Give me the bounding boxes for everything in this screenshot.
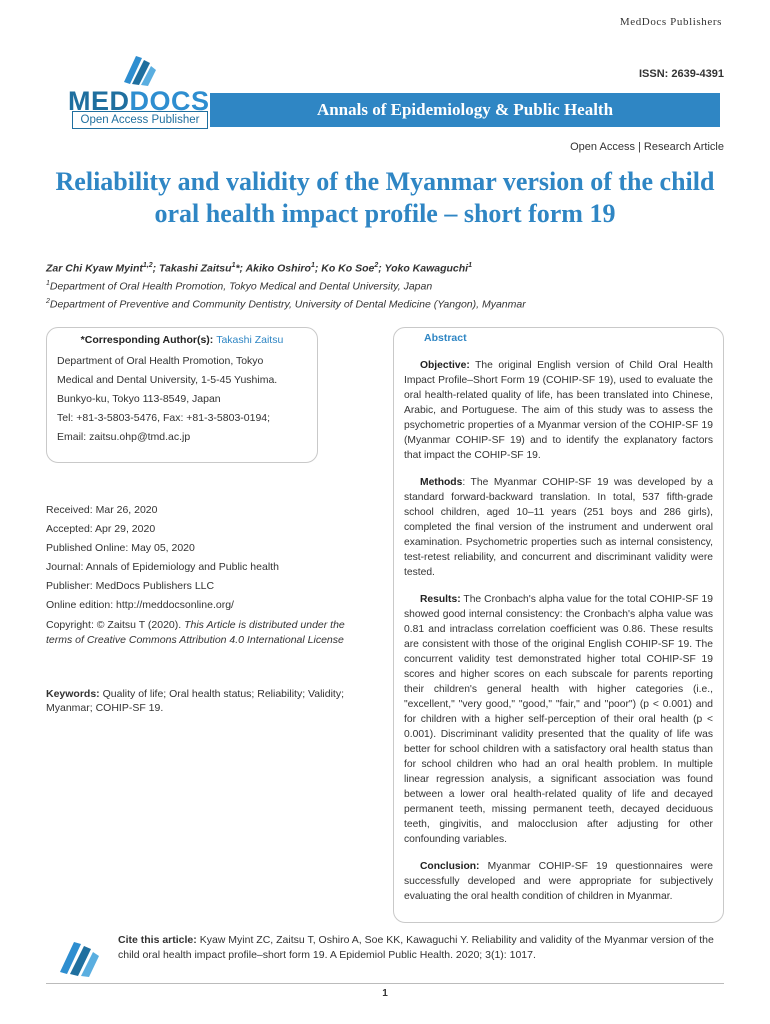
abstract-box xyxy=(393,327,724,923)
page-number: 1 xyxy=(382,988,388,999)
author-sup: 2 xyxy=(374,262,379,269)
affiliation xyxy=(46,298,736,311)
article-title: Reliability and validity of the Myanmar version of the child oral health impact profile – short form 19 xyxy=(55,167,715,228)
author-name: ; Takashi Zaitsu xyxy=(152,262,232,275)
correspondence-line: Bunkyo-ku, Tokyo 113-8549, Japan xyxy=(57,393,221,405)
abstract-results xyxy=(404,592,713,847)
correspondence-label: *Corresponding Author(s): xyxy=(80,334,217,346)
citation-label: Cite this article: xyxy=(118,934,197,946)
copyright-notice xyxy=(46,618,346,648)
objective-label: Objective: xyxy=(420,360,470,371)
affiliation-sup: 1 xyxy=(46,280,50,287)
affiliation-sup: 2 xyxy=(46,298,50,305)
abstract-objective xyxy=(404,358,713,463)
author-name: Zar Chi Kyaw Myint xyxy=(46,262,143,275)
author-name: ; Ko Ko Soe xyxy=(314,262,375,275)
abstract-methods xyxy=(404,475,713,580)
results-label: Results: xyxy=(420,594,461,605)
meddocs-logo-icon xyxy=(118,52,158,88)
affiliation-text: Department of Preventive and Community Dentistry, University of Dental Medicine (Yangon), Myanmar xyxy=(49,298,526,311)
affiliation xyxy=(46,280,736,293)
keywords xyxy=(46,687,381,715)
affiliation-text: Department of Oral Health Promotion, Tokyo Medical and Dental University, Japan xyxy=(49,280,433,293)
author-sup: 1,2 xyxy=(142,262,153,269)
methods-label: Methods xyxy=(420,477,463,488)
keywords-label: Keywords: xyxy=(46,688,100,700)
conclusion-text: Myanmar COHIP-SF 19 questionnaires were successfully developed and were appropriate for subjectively evaluating the oral health condition of children in Myanmar. xyxy=(404,861,713,902)
citation-text: Kyaw Myint ZC, Zaitsu T, Oshiro A, Soe KK, Kawaguchi Y. Reliability and validity of the Myanmar version of the child oral health impact profile–short form 19. A Epidemiol Public Health. 2020; 3(1): 1017. xyxy=(118,934,714,961)
author-sup: 1 xyxy=(468,262,473,269)
keywords-text: Quality of life; Oral health status; Reliability; Validity; Myanmar; COHIP-SF 19. xyxy=(46,688,345,714)
author-sup: 1 xyxy=(231,262,236,269)
footer-divider xyxy=(46,983,724,984)
journal-name: Journal: Annals of Epidemiology and Public health xyxy=(46,561,279,573)
publisher-name: MedDocs Publishers xyxy=(619,16,722,28)
methods-text: : The Myanmar COHIP-SF 19 was developed by a standard forward-backward translation. In total, 537 fifth-grade school children, aged 10–11 years (251 boys and 286 girls), completed the final version of the instrument and underwent oral examination. Psychometric properties such as internal consistency, test-retest reliability, and concurrent and discriminant validity were tested. xyxy=(404,477,713,578)
abstract-conclusion xyxy=(404,859,713,904)
citation xyxy=(118,933,722,963)
accepted-date: Accepted: Apr 29, 2020 xyxy=(46,523,156,535)
correspondence-line: Tel: +81-3-5803-5476, Fax: +81-3-5803-0194; xyxy=(57,412,271,424)
copyright-text: Copyright: © Zaitsu T (2020). xyxy=(46,619,185,631)
journal-banner: Annals of Epidemiology & Public Health xyxy=(210,93,720,127)
correspondence-email: Email: zaitsu.ohp@tmd.ac.jp xyxy=(57,431,191,443)
correspondence-name: Takashi Zaitsu xyxy=(216,334,284,346)
article-metadata xyxy=(46,504,366,664)
correspondence-line: Medical and Dental University, 1-5-45 Yushima. xyxy=(57,374,278,386)
logo-wordmark-a: MED xyxy=(68,86,130,116)
logo-wordmark-b: DOCS xyxy=(129,86,210,116)
correspondence-box xyxy=(46,327,318,463)
correspondence-line: Department of Oral Health Promotion, Tokyo xyxy=(57,355,264,367)
author-list xyxy=(46,262,736,275)
online-edition: Online edition: http://meddocsonline.org/ xyxy=(46,599,234,611)
license-text: This Article is distributed under the terms of Creative Commons Attribution 4.0 International License xyxy=(46,619,345,646)
publisher-line: Publisher: MedDocs Publishers LLC xyxy=(46,580,215,592)
results-text: The Cronbach's alpha value for the total COHIP-SF 19 showed good internal consistency: the Cronbach's alpha value was 0.81 and intraclass correlation coefficient was 0.86. These results are consistent with those of the original English COHIP-SF 19. The concurrent validity test demonstrated higher total COHIP-SF 19 scores and higher scores on each subscale for parents reporting their children's general health with higher categories (i.e., "excellent," "very good," "good," "fair," and "poor") (p < 0.001) and for children with a higher self-perception of their oral health (p < 0.001). Discriminant validity presented that the quality of life was better for school children with a satisfactory oral health status than for school children who had an oral health problem. In multiple linear regression analysis, a significant association was found between a lower oral health-related quality of life and decayed permanent teeth, missing permanent teeth, decayed deciduous teeth, gingivitis, and malocclusion after adjusting for other confounding variables. xyxy=(404,594,713,845)
article-type: Open Access | Research Article xyxy=(570,141,724,153)
author-name: *; Akiko Oshiro xyxy=(235,262,311,275)
logo-subtitle: Open Access Publisher xyxy=(72,111,208,129)
author-name: ; Yoko Kawaguchi xyxy=(378,262,469,275)
correspondence-heading xyxy=(57,334,307,346)
meddocs-logo-icon xyxy=(54,936,104,978)
abstract-heading: Abstract xyxy=(424,332,467,344)
received-date: Received: Mar 26, 2020 xyxy=(46,504,158,516)
objective-text: The original English version of Child Oral Health Impact Profile–Short Form 19 (COHIP-SF 19), used to evaluate the oral health-related quality of life, has been translated into Chinese, Arabic, and Portuguese. The aim of this study was to assess the psychometric properties of a Myanmar version of the COHIP-SF 19 (Myanmar COHIP-SF 19) and to identify the explanatory factors that impact the COHIP-SF 19. xyxy=(404,360,713,461)
issn: ISSN: 2639-4391 xyxy=(639,68,724,80)
published-date: Published Online: May 05, 2020 xyxy=(46,542,195,554)
author-sup: 1 xyxy=(310,262,315,269)
conclusion-label: Conclusion: xyxy=(420,861,480,872)
